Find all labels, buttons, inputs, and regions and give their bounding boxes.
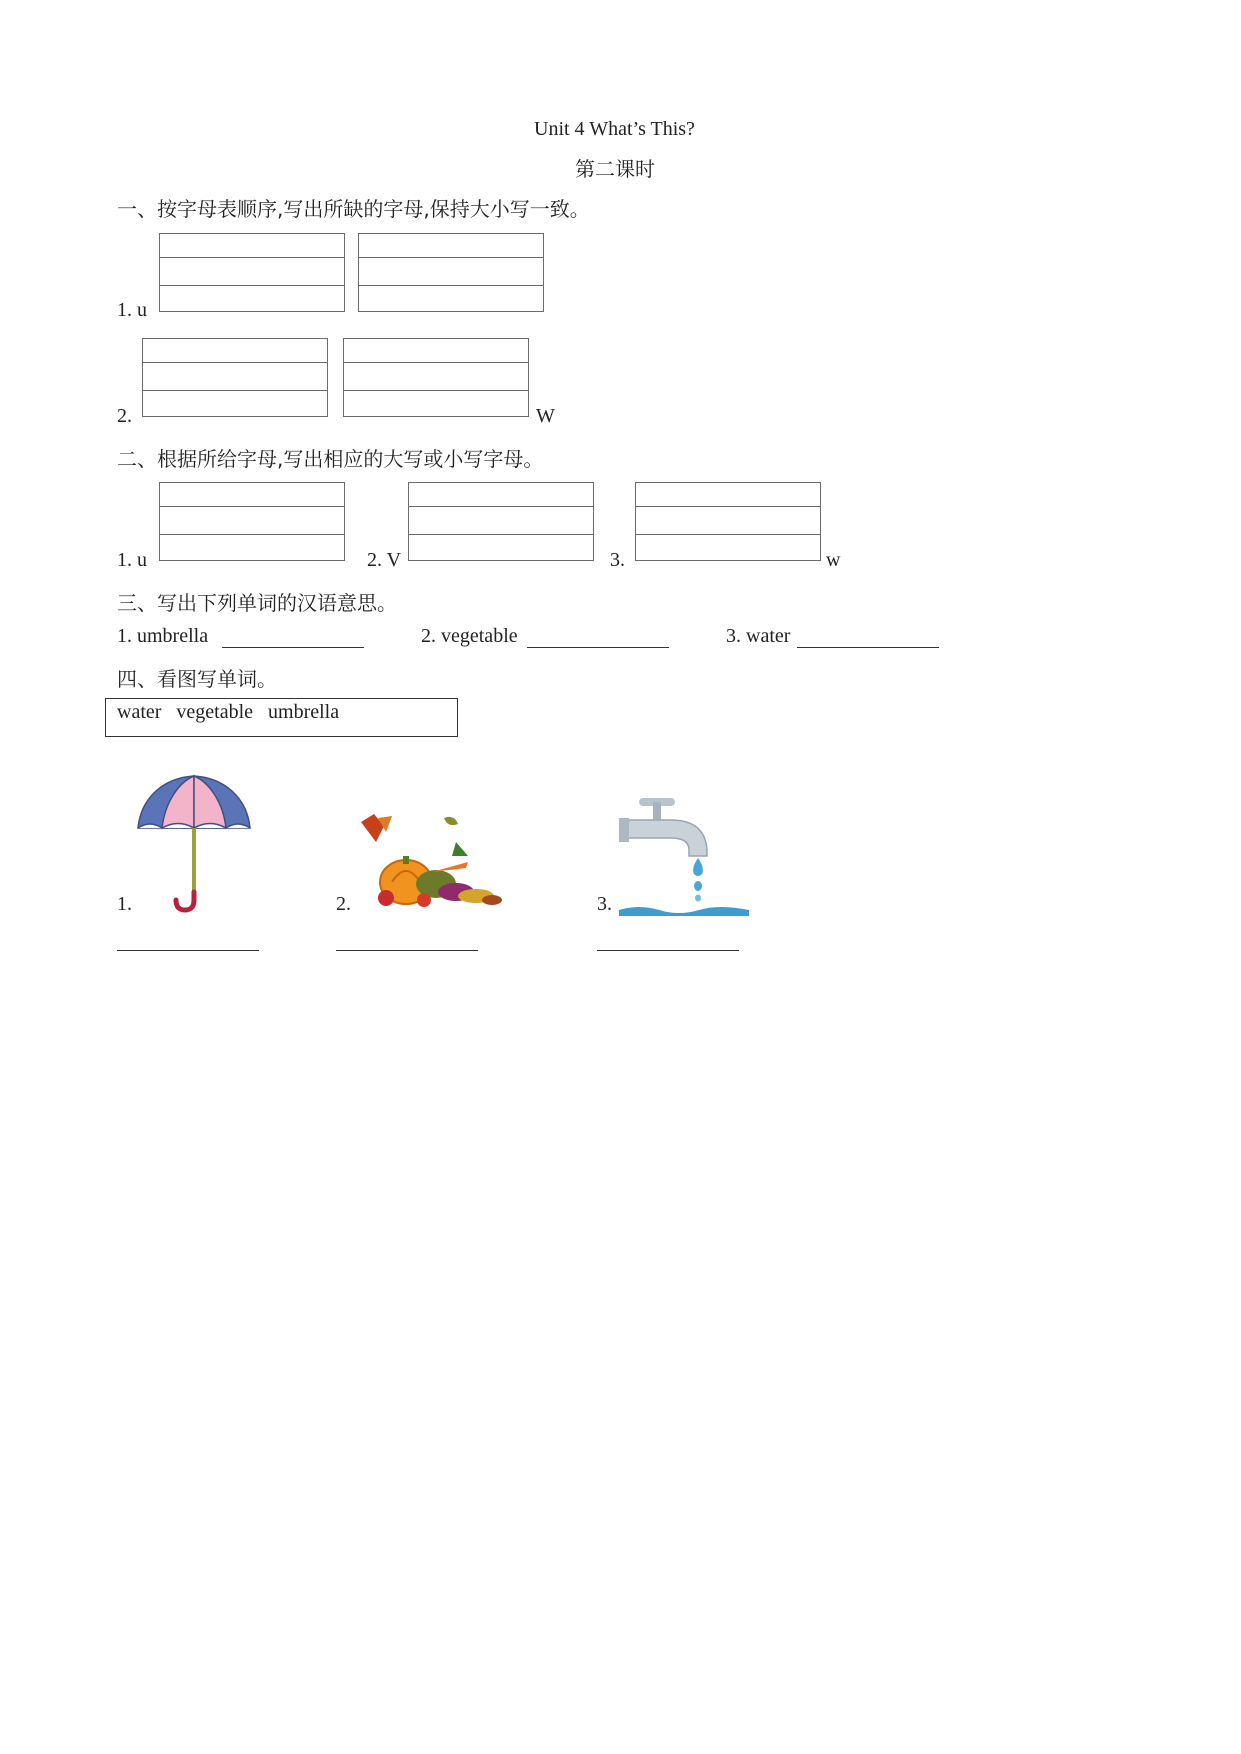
vegetables-icon (356, 812, 502, 908)
answer-blank[interactable] (597, 950, 739, 951)
s3-item-umbrella: 1. umbrella (117, 625, 209, 647)
s3-item-vegetable: 2. vegetable (421, 625, 518, 647)
lesson-subtitle: 第二课时 (575, 157, 655, 181)
writing-box[interactable] (635, 482, 821, 560)
answer-blank[interactable] (336, 950, 478, 951)
s2-q3-label: 3. (610, 549, 625, 571)
s2-q1-label: 1. u (117, 549, 147, 571)
writing-box[interactable] (159, 482, 345, 560)
section-1-heading: 一、按字母表顺序,写出所缺的字母,保持大小写一致。 (117, 197, 590, 221)
page-title: Unit 4 What’s This? (534, 118, 695, 140)
section-3-heading: 三、写出下列单词的汉语意思。 (117, 591, 397, 615)
s4-picture-1-label: 1. (117, 893, 132, 915)
answer-blank[interactable] (797, 647, 939, 648)
s3-item-water: 3. water (726, 625, 791, 647)
writing-box[interactable] (159, 233, 345, 311)
section-2-heading: 二、根据所给字母,写出相应的大写或小写字母。 (117, 447, 544, 471)
word-bank-text: water vegetable umbrella (117, 701, 340, 723)
water-tap-icon (619, 790, 749, 918)
s1-q2-end-letter: W (536, 405, 555, 427)
answer-blank[interactable] (527, 647, 669, 648)
writing-box[interactable] (408, 482, 594, 560)
s2-q3-end-letter: w (826, 549, 841, 571)
umbrella-icon (135, 772, 253, 914)
writing-box[interactable] (142, 338, 328, 416)
s1-q2-label: 2. (117, 405, 132, 427)
writing-box[interactable] (358, 233, 544, 311)
section-4-heading: 四、看图写单词。 (117, 667, 277, 691)
s2-q2-label: 2. V (367, 549, 402, 571)
writing-box[interactable] (343, 338, 529, 416)
answer-blank[interactable] (117, 950, 259, 951)
s4-picture-2-label: 2. (336, 893, 351, 915)
s1-q1-label: 1. u (117, 299, 147, 321)
s4-picture-3-label: 3. (597, 893, 612, 915)
answer-blank[interactable] (222, 647, 364, 648)
